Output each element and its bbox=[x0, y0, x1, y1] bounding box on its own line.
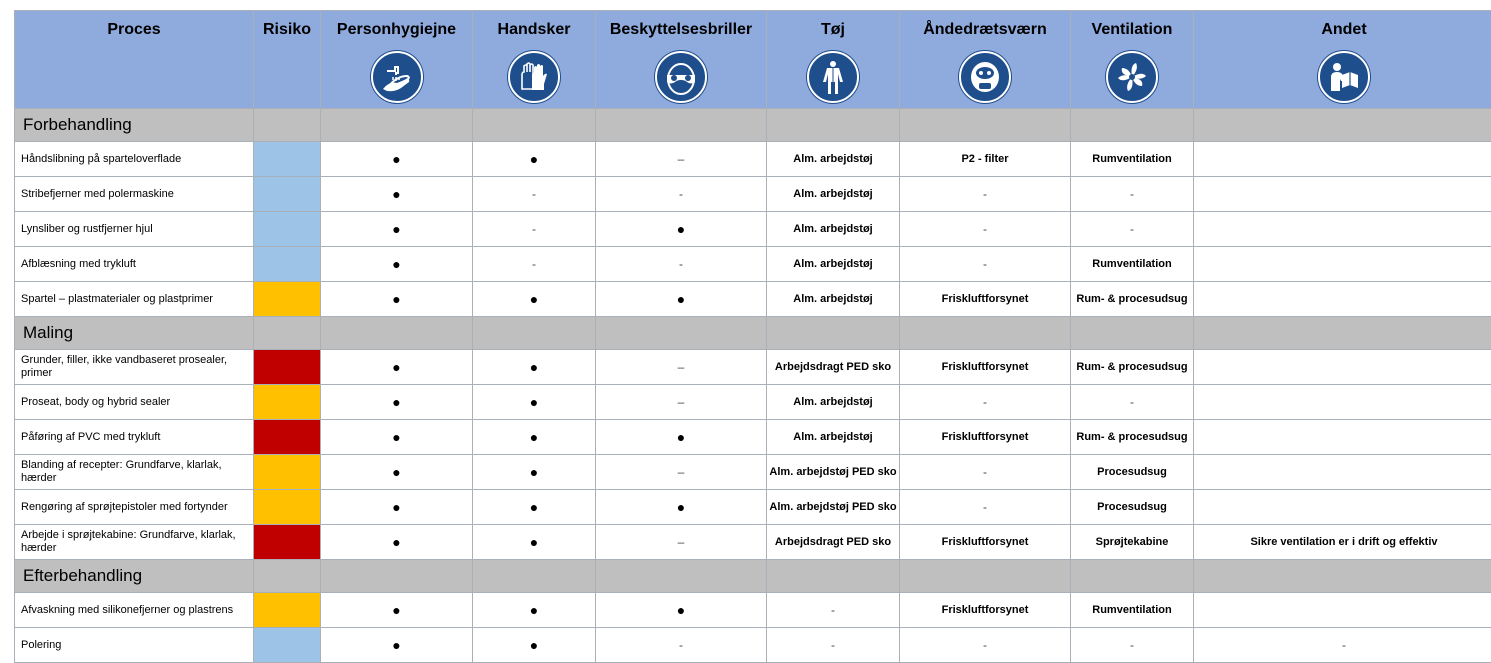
risk-indicator bbox=[254, 455, 321, 490]
beskyttelsesbriller-cell: ● bbox=[596, 282, 767, 317]
hand-wash-icon bbox=[371, 51, 423, 103]
proces-cell: Spartel – plastmaterialer og plastprimer bbox=[15, 282, 254, 317]
section-filler-cell bbox=[767, 109, 900, 142]
ventilation-cell: Sprøjtekabine bbox=[1071, 525, 1194, 560]
beskyttelsesbriller-cell: ● bbox=[596, 212, 767, 247]
andedraetsvaern-cell: - bbox=[900, 177, 1071, 212]
beskyttelsesbriller-cell: – bbox=[596, 525, 767, 560]
personhygiejne-cell: ● bbox=[321, 177, 473, 212]
table-row bbox=[15, 420, 1491, 455]
handsker-cell: ● bbox=[473, 455, 596, 490]
section-filler-cell bbox=[321, 109, 473, 142]
risk-indicator bbox=[254, 212, 321, 247]
section-filler-cell bbox=[1071, 317, 1194, 350]
section-row bbox=[15, 317, 1491, 350]
beskyttelsesbriller-cell: – bbox=[596, 455, 767, 490]
andet-cell: Sikre ventilation er i drift og effektiv bbox=[1194, 525, 1491, 560]
section-filler-cell bbox=[473, 317, 596, 350]
ventilation-cell: Procesudsug bbox=[1071, 455, 1194, 490]
coverall-icon bbox=[807, 51, 859, 103]
section-filler-cell bbox=[1071, 109, 1194, 142]
andedraetsvaern-cell: - bbox=[900, 385, 1071, 420]
read-manual-icon bbox=[1318, 51, 1370, 103]
andet-cell bbox=[1194, 490, 1491, 525]
andet-cell bbox=[1194, 247, 1491, 282]
header-andet: Andet bbox=[1194, 11, 1491, 109]
beskyttelsesbriller-cell: ● bbox=[596, 490, 767, 525]
table-row bbox=[15, 593, 1491, 628]
andet-cell bbox=[1194, 212, 1491, 247]
beskyttelsesbriller-cell: - bbox=[596, 247, 767, 282]
table-row bbox=[15, 490, 1491, 525]
personhygiejne-cell: ● bbox=[321, 490, 473, 525]
fan-icon bbox=[1106, 51, 1158, 103]
risk-indicator bbox=[254, 350, 321, 385]
proces-cell: Arbejde i sprøjtekabine: Grundfarve, klarlak, hærder bbox=[15, 525, 254, 560]
header-row bbox=[15, 11, 1491, 109]
risk-indicator bbox=[254, 628, 321, 663]
handsker-cell: ● bbox=[473, 142, 596, 177]
andedraetsvaern-cell: Friskluftforsynet bbox=[900, 282, 1071, 317]
section-row bbox=[15, 560, 1491, 593]
toj-cell: Alm. arbejdstøj bbox=[767, 142, 900, 177]
ventilation-cell: Procesudsug bbox=[1071, 490, 1194, 525]
beskyttelsesbriller-cell: ● bbox=[596, 593, 767, 628]
risk-indicator bbox=[254, 420, 321, 455]
risk-indicator bbox=[254, 247, 321, 282]
risk-indicator bbox=[254, 142, 321, 177]
toj-cell: Alm. arbejdstøj bbox=[767, 247, 900, 282]
proces-cell: Påføring af PVC med trykluft bbox=[15, 420, 254, 455]
gloves-icon bbox=[508, 51, 560, 103]
personhygiejne-cell: ● bbox=[321, 628, 473, 663]
andedraetsvaern-cell: Friskluftforsynet bbox=[900, 525, 1071, 560]
ventilation-cell: - bbox=[1071, 177, 1194, 212]
andedraetsvaern-cell: - bbox=[900, 455, 1071, 490]
section-title: Maling bbox=[15, 317, 254, 350]
header-andedraetsvaern: Åndedrætsværn bbox=[900, 11, 1071, 109]
proces-cell: Rengøring af sprøjtepistoler med fortynder bbox=[15, 490, 254, 525]
section-title: Forbehandling bbox=[15, 109, 254, 142]
section-filler-cell bbox=[596, 560, 767, 593]
proces-cell: Håndslibning på sparteloverflade bbox=[15, 142, 254, 177]
andedraetsvaern-cell: - bbox=[900, 247, 1071, 282]
personhygiejne-cell: ● bbox=[321, 385, 473, 420]
section-filler-cell bbox=[321, 560, 473, 593]
header-risiko: Risiko bbox=[254, 11, 321, 109]
section-filler-cell bbox=[767, 560, 900, 593]
table-row bbox=[15, 350, 1491, 385]
section-filler-cell bbox=[767, 317, 900, 350]
handsker-cell: ● bbox=[473, 525, 596, 560]
table-row bbox=[15, 455, 1491, 490]
section-filler-cell bbox=[900, 109, 1071, 142]
andedraetsvaern-cell: - bbox=[900, 628, 1071, 663]
andet-cell: - bbox=[1194, 628, 1491, 663]
ventilation-cell: Rum- & procesudsug bbox=[1071, 282, 1194, 317]
section-filler-cell bbox=[1194, 317, 1491, 350]
section-filler-cell bbox=[596, 109, 767, 142]
section-filler-cell bbox=[1194, 109, 1491, 142]
toj-cell: Alm. arbejdstøj bbox=[767, 385, 900, 420]
andedraetsvaern-cell: Friskluftforsynet bbox=[900, 593, 1071, 628]
personhygiejne-cell: ● bbox=[321, 525, 473, 560]
risk-indicator bbox=[254, 282, 321, 317]
header-personhygiejne: Personhygiejne bbox=[321, 11, 473, 109]
section-title: Efterbehandling bbox=[15, 560, 254, 593]
table-row bbox=[15, 247, 1491, 282]
andedraetsvaern-cell: Friskluftforsynet bbox=[900, 350, 1071, 385]
table-row bbox=[15, 142, 1491, 177]
toj-cell: - bbox=[767, 628, 900, 663]
handsker-cell: - bbox=[473, 177, 596, 212]
proces-cell: Afblæsning med trykluft bbox=[15, 247, 254, 282]
beskyttelsesbriller-cell: – bbox=[596, 350, 767, 385]
beskyttelsesbriller-cell: - bbox=[596, 628, 767, 663]
section-row bbox=[15, 109, 1491, 142]
andet-cell bbox=[1194, 593, 1491, 628]
andedraetsvaern-cell: - bbox=[900, 490, 1071, 525]
personhygiejne-cell: ● bbox=[321, 593, 473, 628]
handsker-cell: ● bbox=[473, 593, 596, 628]
section-filler-cell bbox=[596, 317, 767, 350]
respirator-icon bbox=[959, 51, 1011, 103]
section-filler-cell bbox=[1071, 560, 1194, 593]
risk-indicator bbox=[254, 490, 321, 525]
section-filler-cell bbox=[254, 317, 321, 350]
toj-cell: Alm. arbejdstøj bbox=[767, 212, 900, 247]
ppe-table bbox=[14, 10, 1491, 663]
beskyttelsesbriller-cell: – bbox=[596, 142, 767, 177]
personhygiejne-cell: ● bbox=[321, 350, 473, 385]
andet-cell bbox=[1194, 282, 1491, 317]
section-filler-cell bbox=[473, 560, 596, 593]
andedraetsvaern-cell: P2 - filter bbox=[900, 142, 1071, 177]
personhygiejne-cell: ● bbox=[321, 142, 473, 177]
handsker-cell: - bbox=[473, 212, 596, 247]
andet-cell bbox=[1194, 142, 1491, 177]
toj-cell: - bbox=[767, 593, 900, 628]
beskyttelsesbriller-cell: - bbox=[596, 177, 767, 212]
section-filler-cell bbox=[1194, 560, 1491, 593]
risk-indicator bbox=[254, 177, 321, 212]
toj-cell: Alm. arbejdstøj bbox=[767, 282, 900, 317]
toj-cell: Alm. arbejdstøj PED sko bbox=[767, 455, 900, 490]
goggles-icon bbox=[655, 51, 707, 103]
section-filler-cell bbox=[254, 109, 321, 142]
beskyttelsesbriller-cell: – bbox=[596, 385, 767, 420]
andet-cell bbox=[1194, 420, 1491, 455]
handsker-cell: ● bbox=[473, 628, 596, 663]
table-row bbox=[15, 282, 1491, 317]
section-filler-cell bbox=[254, 560, 321, 593]
risk-indicator bbox=[254, 593, 321, 628]
andet-cell bbox=[1194, 350, 1491, 385]
header-ventilation: Ventilation bbox=[1071, 11, 1194, 109]
ventilation-cell: - bbox=[1071, 212, 1194, 247]
proces-cell: Lynsliber og rustfjerner hjul bbox=[15, 212, 254, 247]
header-beskyttelsesbriller: Beskyttelsesbriller bbox=[596, 11, 767, 109]
handsker-cell: - bbox=[473, 247, 596, 282]
table-row bbox=[15, 385, 1491, 420]
header-proces: Proces bbox=[15, 11, 254, 109]
personhygiejne-cell: ● bbox=[321, 420, 473, 455]
beskyttelsesbriller-cell: ● bbox=[596, 420, 767, 455]
ventilation-cell: Rumventilation bbox=[1071, 142, 1194, 177]
andedraetsvaern-cell: Friskluftforsynet bbox=[900, 420, 1071, 455]
risk-indicator bbox=[254, 525, 321, 560]
table-row bbox=[15, 628, 1491, 663]
proces-cell: Stribefjerner med polermaskine bbox=[15, 177, 254, 212]
toj-cell: Alm. arbejdstøj bbox=[767, 420, 900, 455]
ventilation-cell: - bbox=[1071, 628, 1194, 663]
toj-cell: Arbejdsdragt PED sko bbox=[767, 350, 900, 385]
personhygiejne-cell: ● bbox=[321, 455, 473, 490]
handsker-cell: ● bbox=[473, 490, 596, 525]
ventilation-cell: - bbox=[1071, 385, 1194, 420]
ventilation-cell: Rum- & procesudsug bbox=[1071, 420, 1194, 455]
andet-cell bbox=[1194, 177, 1491, 212]
toj-cell: Alm. arbejdstøj bbox=[767, 177, 900, 212]
proces-cell: Grunder, filler, ikke vandbaseret prosealer, primer bbox=[15, 350, 254, 385]
ventilation-cell: Rumventilation bbox=[1071, 593, 1194, 628]
header-toj: Tøj bbox=[767, 11, 900, 109]
section-filler-cell bbox=[900, 560, 1071, 593]
personhygiejne-cell: ● bbox=[321, 247, 473, 282]
proces-cell: Blanding af recepter: Grundfarve, klarlak, hærder bbox=[15, 455, 254, 490]
ventilation-cell: Rum- & procesudsug bbox=[1071, 350, 1194, 385]
toj-cell: Alm. arbejdstøj PED sko bbox=[767, 490, 900, 525]
table-row bbox=[15, 525, 1491, 560]
personhygiejne-cell: ● bbox=[321, 212, 473, 247]
section-filler-cell bbox=[321, 317, 473, 350]
section-filler-cell bbox=[473, 109, 596, 142]
header-handsker: Handsker bbox=[473, 11, 596, 109]
handsker-cell: ● bbox=[473, 350, 596, 385]
section-filler-cell bbox=[900, 317, 1071, 350]
andet-cell bbox=[1194, 385, 1491, 420]
andet-cell bbox=[1194, 455, 1491, 490]
table-row bbox=[15, 177, 1491, 212]
toj-cell: Arbejdsdragt PED sko bbox=[767, 525, 900, 560]
risk-indicator bbox=[254, 385, 321, 420]
andedraetsvaern-cell: - bbox=[900, 212, 1071, 247]
handsker-cell: ● bbox=[473, 282, 596, 317]
table-row bbox=[15, 212, 1491, 247]
proces-cell: Afvaskning med silikonefjerner og plastrens bbox=[15, 593, 254, 628]
handsker-cell: ● bbox=[473, 420, 596, 455]
ventilation-cell: Rumventilation bbox=[1071, 247, 1194, 282]
proces-cell: Proseat, body og hybrid sealer bbox=[15, 385, 254, 420]
personhygiejne-cell: ● bbox=[321, 282, 473, 317]
proces-cell: Polering bbox=[15, 628, 254, 663]
handsker-cell: ● bbox=[473, 385, 596, 420]
